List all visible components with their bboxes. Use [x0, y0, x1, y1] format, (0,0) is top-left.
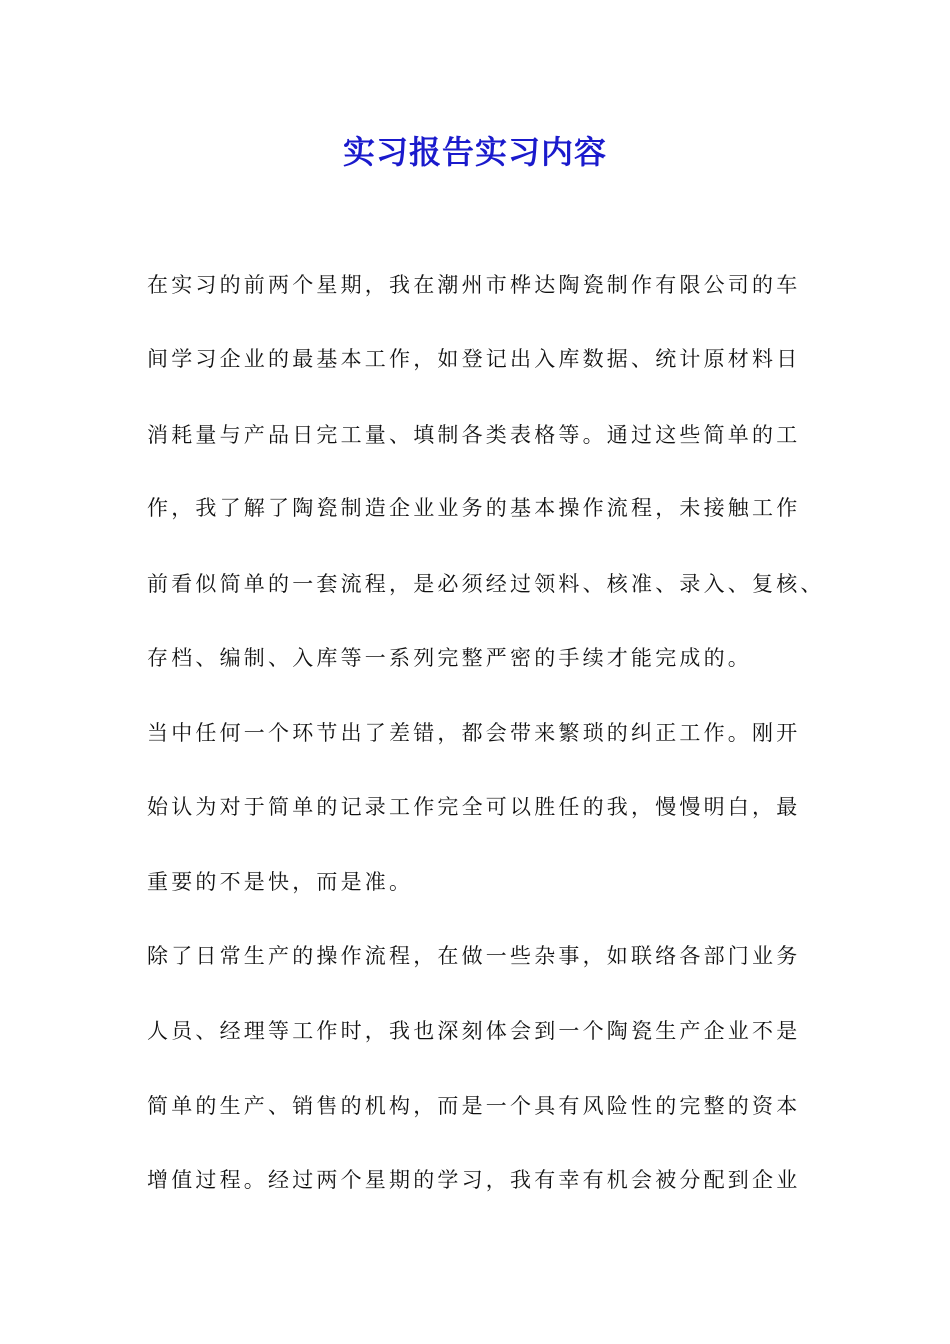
body-line-3: 消耗量与产品日完工量、填制各类表格等。通过这些简单的工 — [147, 423, 801, 447]
body-line-7: 当中任何一个环节出了差错，都会带来繁琐的纠正工作。刚开 — [147, 721, 801, 745]
body-line-1: 在实习的前两个星期，我在潮州市桦达陶瓷制作有限公司的车 — [147, 273, 801, 297]
body-line-2: 间学习企业的最基本工作，如登记出入库数据、统计原材料日 — [147, 347, 801, 371]
body-line-8: 始认为对于简单的记录工作完全可以胜任的我，慢慢明白，最 — [147, 795, 801, 819]
body-line-12: 简单的生产、销售的机构，而是一个具有风险性的完整的资本 — [147, 1094, 801, 1118]
body-line-13: 增值过程。经过两个星期的学习，我有幸有机会被分配到企业 — [147, 1168, 801, 1192]
body-line-4: 作，我了解了陶瓷制造企业业务的基本操作流程，未接触工作 — [147, 496, 801, 520]
body-line-10: 除了日常生产的操作流程，在做一些杂事，如联络各部门业务 — [147, 944, 801, 968]
body-line-9: 重要的不是快，而是准。 — [147, 870, 414, 894]
document-title: 实习报告实习内容 — [342, 133, 607, 171]
body-line-11: 人员、经理等工作时，我也深刻体会到一个陶瓷生产企业不是 — [147, 1019, 801, 1043]
body-line-5: 前看似简单的一套流程，是必须经过领料、核准、录入、复核、 — [147, 572, 825, 596]
body-line-6: 存档、编制、入库等一系列完整严密的手续才能完成的。 — [147, 646, 752, 670]
